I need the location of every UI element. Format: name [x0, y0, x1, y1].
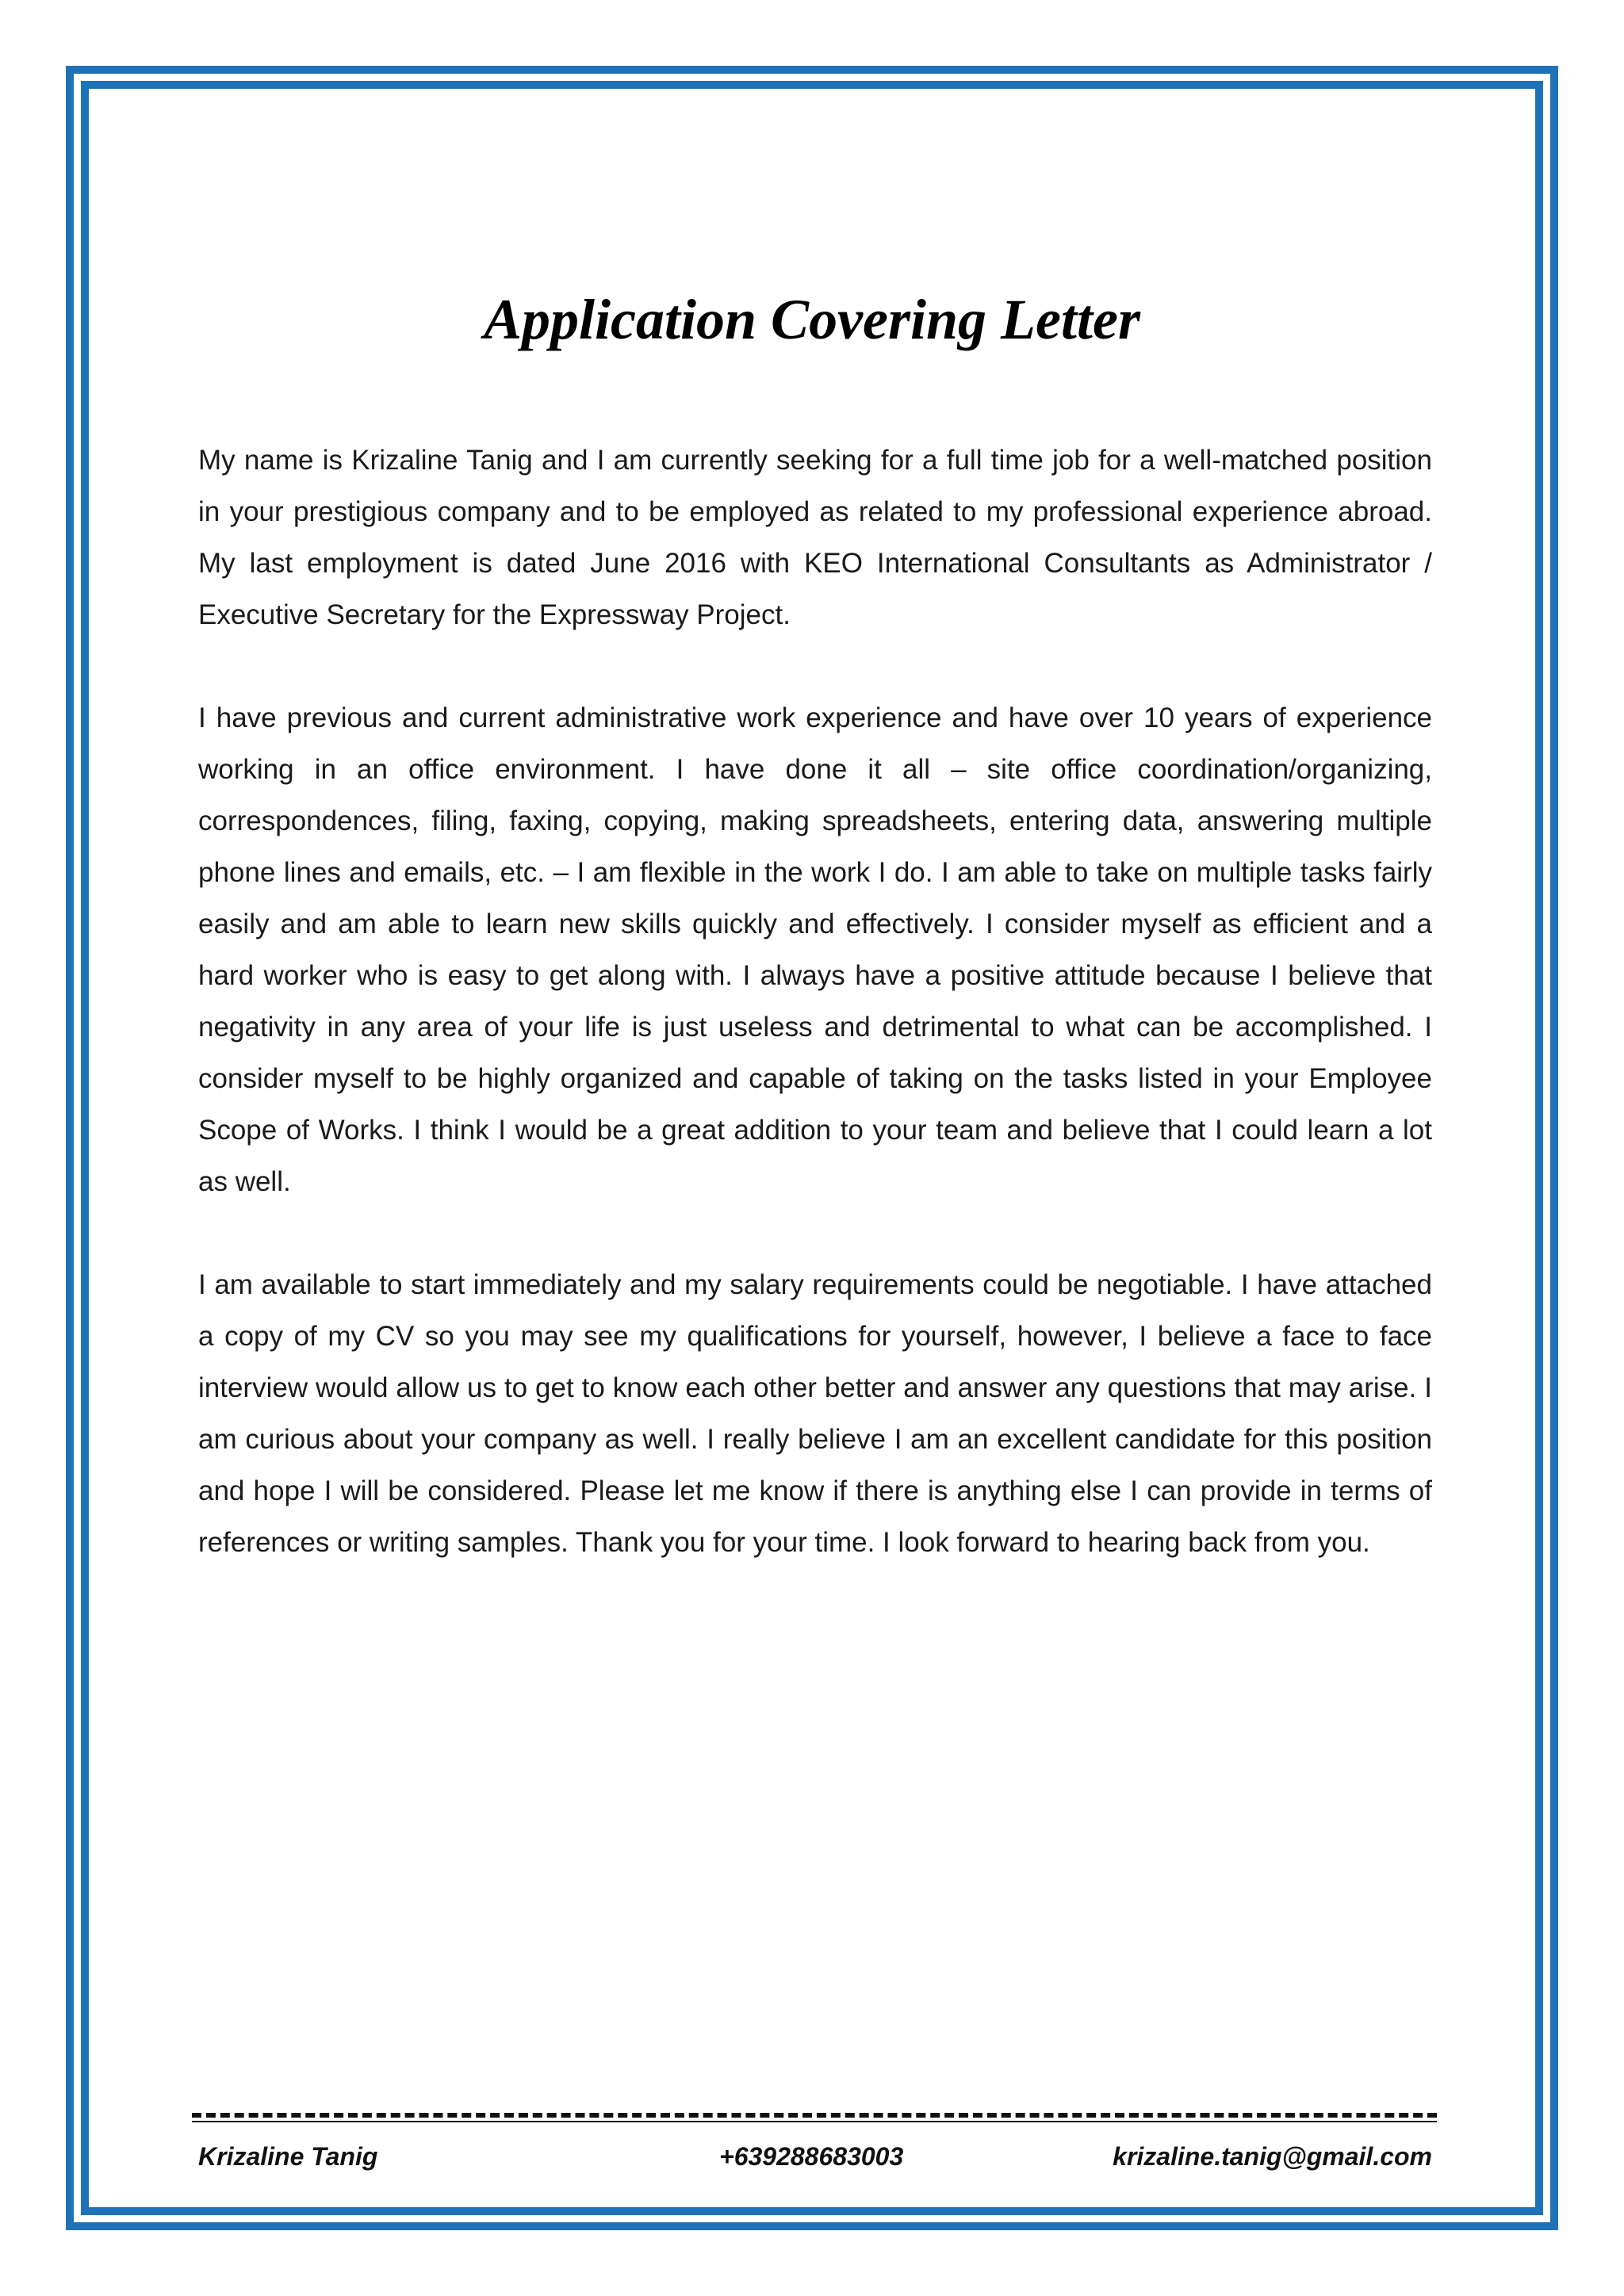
footer-contact: [198, 2142, 1432, 2182]
paragraph-availability: I am available to start immediately and my salary requirements could be negotiable. I have attached a copy of my CV so you may see my qualifications for yourself, however, I believe a face to face interview would allow us to get to know each other better and answer any questions that may arise. I am curious about your company as well. I really believe I am an excellent candidate for this position and hope I will be considered. Please let me know if there is anything else I can provide in terms of references or writing samples. Thank you for your time. I look forward to hearing back from you.: [198, 1269, 1432, 1558]
footer-name: Krizaline Tanig: [198, 2142, 378, 2171]
paragraph-experience: I have previous and current administrative work experience and have over 10 years of experience working in an office environment. I have done it all – site office coordination/organizing, correspondences, filing, faxing, copying, making spreadsheets, entering data, answering multiple phone lines and emails, etc. – I am flexible in the work I do. I am able to take on multiple tasks fairly easily and am able to learn new skills quickly and effectively. I consider myself as efficient and a hard worker who is easy to get along with. I always have a positive attitude because I believe that negativity in any area of your life is just useless and detrimental to what can be accomplished. I consider myself to be highly organized and capable of taking on the tasks listed in your Employee Scope of Works. I think I would be a great addition to your team and believe that I could learn a lot as well.: [198, 702, 1432, 1197]
footer-phone: +639288683003: [719, 2142, 904, 2171]
footer-divider: [192, 2113, 1437, 2118]
footer-email: krizaline.tanig@gmail.com: [1113, 2142, 1432, 2171]
letter-body: [198, 434, 1432, 1620]
footer-divider-line: [192, 2121, 1437, 2122]
letter-title: Application Covering Letter: [484, 288, 1140, 351]
paragraph-introduction: My name is Krizaline Tanig and I am currently seeking for a full time job for a well-matched position in your prestigious company and to be employed as related to my professional experience abroad. My last employment is dated June 2016 with KEO International Consultants as Administrator / Executive Secretary for the Expressway Project.: [198, 445, 1432, 630]
